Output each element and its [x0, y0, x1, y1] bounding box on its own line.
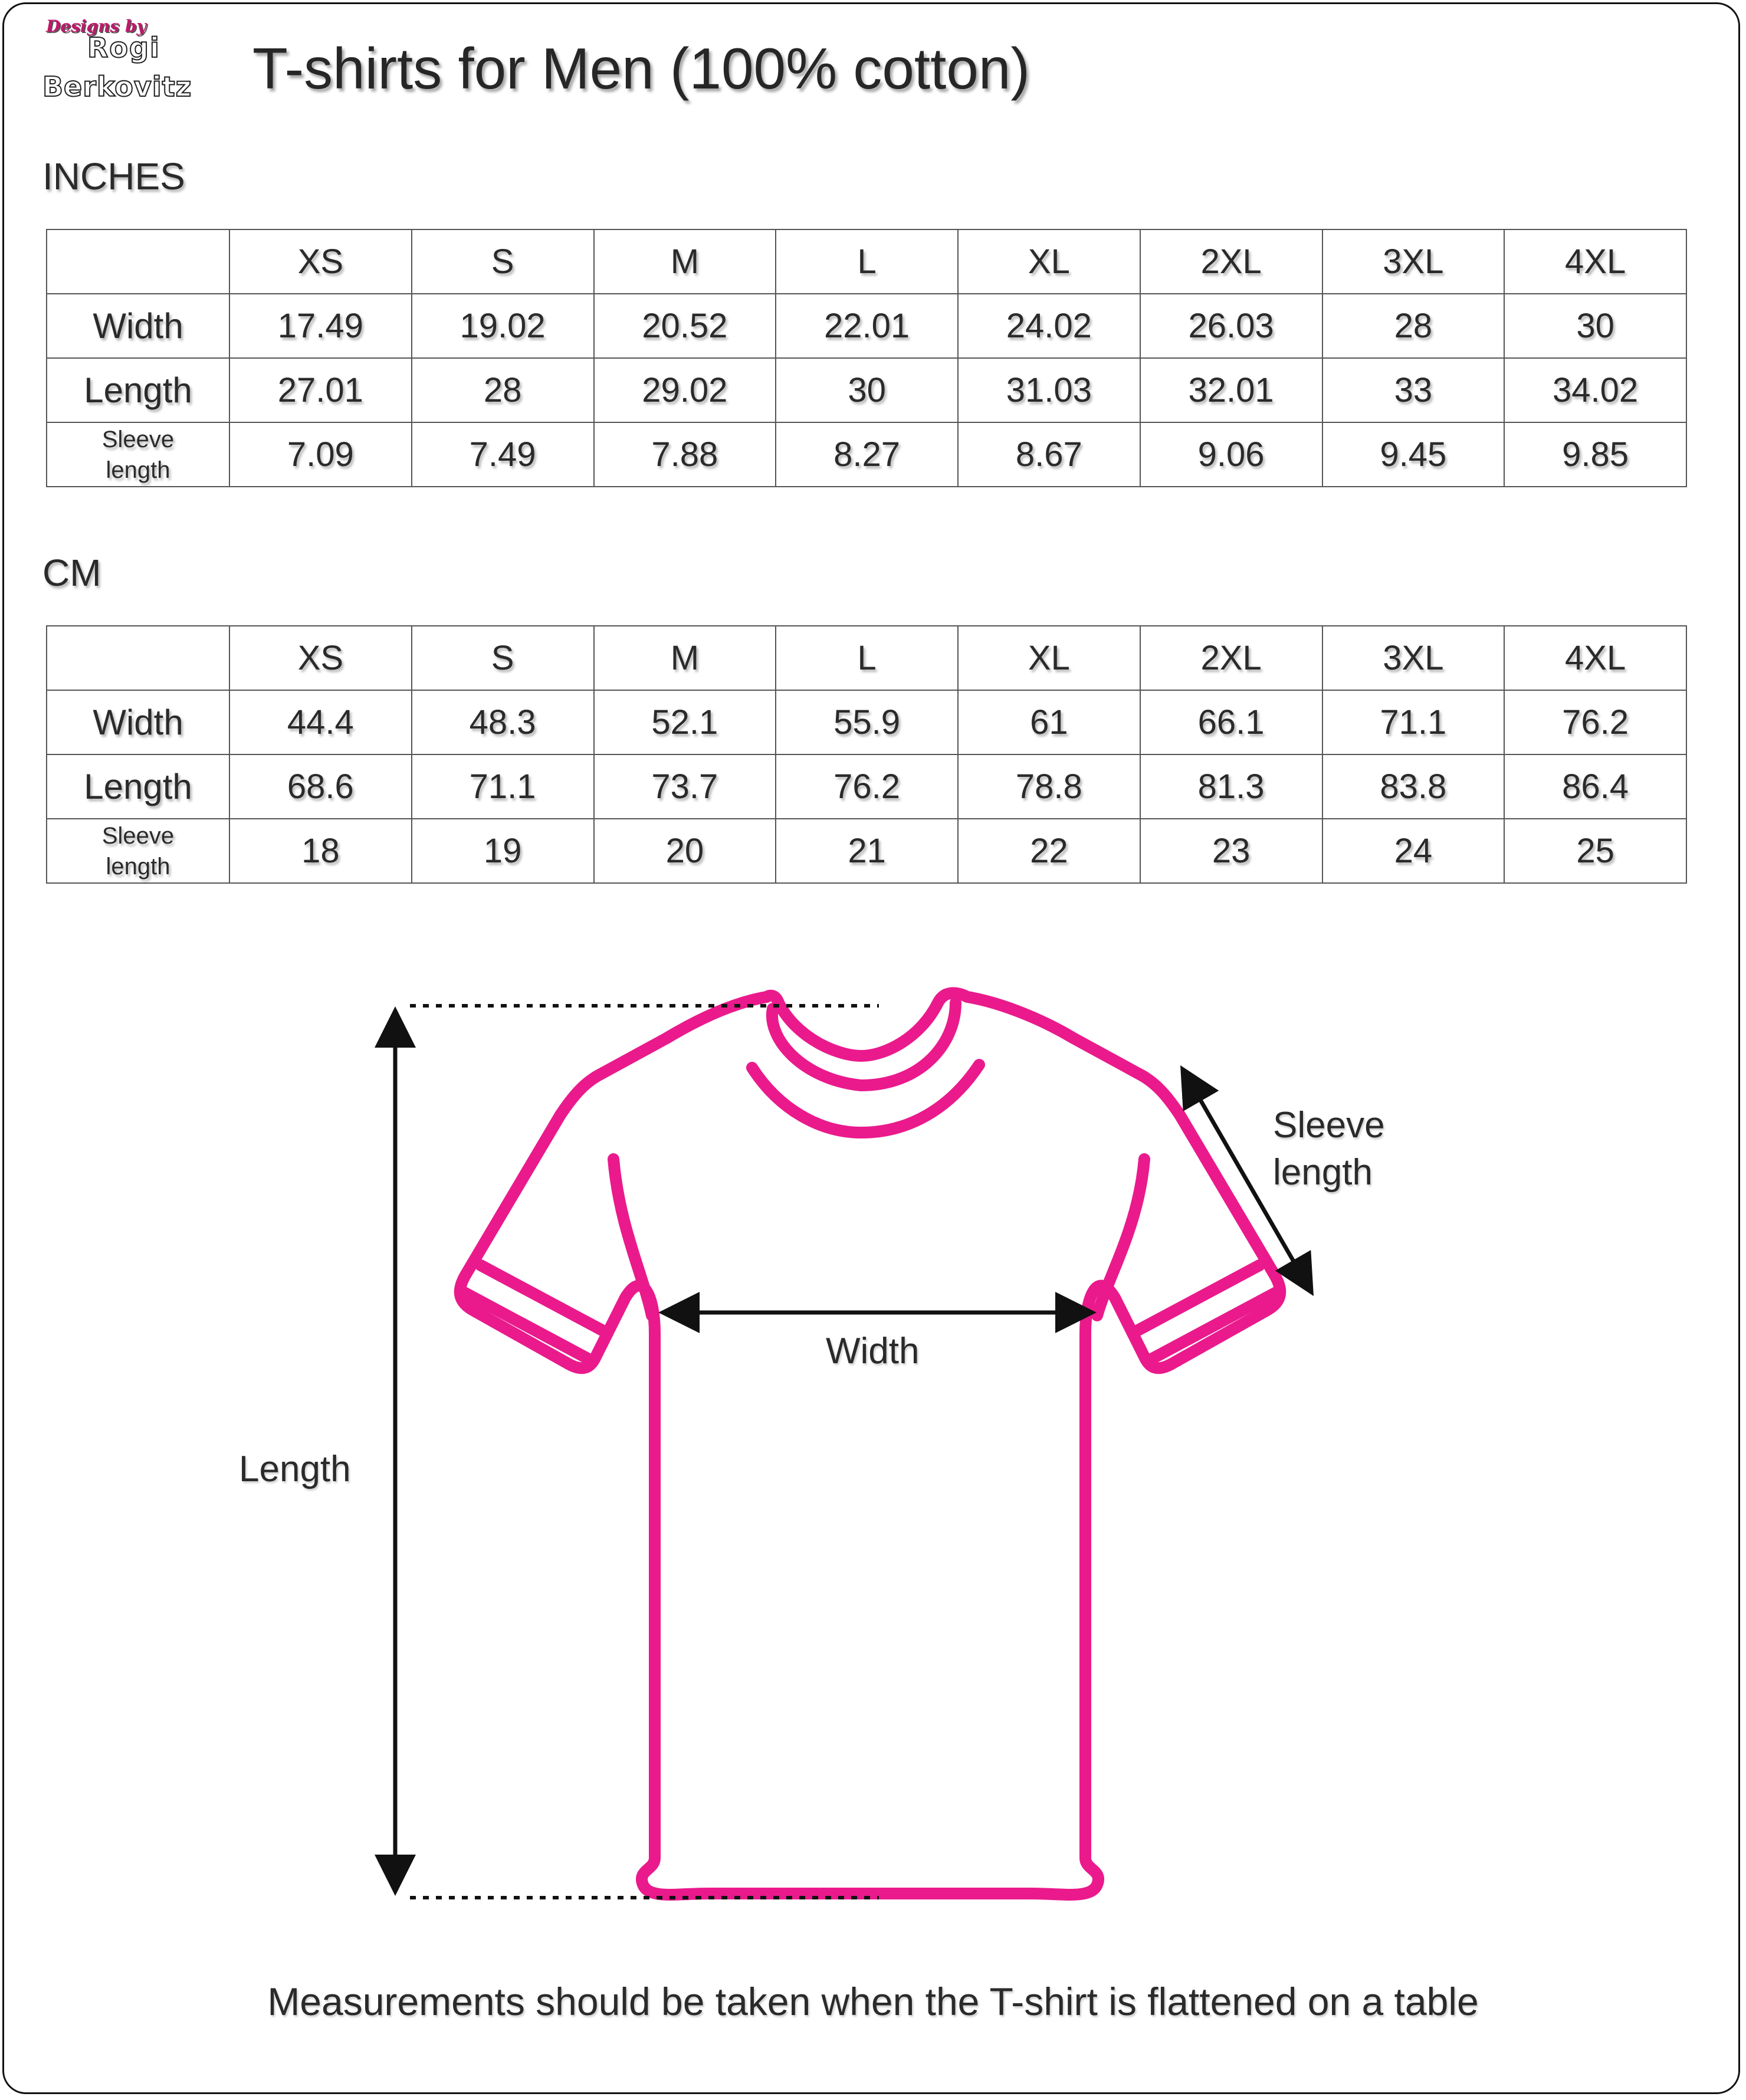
logo-line-3: Berkovitz [42, 71, 192, 103]
table-cell: 32.01 [1140, 358, 1322, 422]
inches-section-label: INCHES [42, 155, 185, 198]
table-cell: 19.02 [412, 294, 594, 358]
table-cell: 8.27 [776, 422, 958, 487]
header-cell: 4XL [1504, 626, 1686, 690]
table-cell: 9.06 [1140, 422, 1322, 487]
header-cell: L [776, 626, 958, 690]
table-cell: 20.52 [594, 294, 776, 358]
table-cell: 33 [1322, 358, 1505, 422]
sleeve-length-label [1273, 1102, 1385, 1196]
table-cell: 22 [958, 819, 1140, 883]
table-cell: 34.02 [1504, 358, 1686, 422]
header-cell: XL [958, 626, 1140, 690]
table-cell: 61 [958, 690, 1140, 754]
table-cell: 28 [1322, 294, 1505, 358]
table-cell: 17.49 [229, 294, 412, 358]
row-label-line: length [106, 853, 170, 880]
header-cell: 2XL [1140, 626, 1322, 690]
table-cell: 25 [1504, 819, 1686, 883]
row-label-line: Sleeve [101, 426, 175, 452]
header-cell: 3XL [1322, 229, 1505, 294]
sleeve-label-line: Sleeve [1273, 1105, 1385, 1146]
table-cell: 7.49 [412, 422, 594, 487]
measurement-note: Measurements should be taken when the T-shirt is flattened on a table [267, 1980, 1479, 2023]
header-cell: XS [229, 626, 412, 690]
table-cell: 24 [1322, 819, 1505, 883]
header-cell: XL [958, 229, 1140, 294]
table-cell: 66.1 [1140, 690, 1322, 754]
header-cell: 4XL [1504, 229, 1686, 294]
table-cell: 83.8 [1322, 754, 1505, 819]
row-label-length: Length [47, 358, 229, 422]
table-cell: 23 [1140, 819, 1322, 883]
table-cell: 73.7 [594, 754, 776, 819]
row-label-length: Length [47, 754, 229, 819]
table-cell: 26.03 [1140, 294, 1322, 358]
table-cell: 76.2 [1504, 690, 1686, 754]
table-cell: 22.01 [776, 294, 958, 358]
table-cell: 20 [594, 819, 776, 883]
logo-line-1: Designs by [46, 17, 146, 36]
table-cell: 68.6 [229, 754, 412, 819]
table-cell: 29.02 [594, 358, 776, 422]
sleeve-label-line: length [1273, 1152, 1373, 1193]
header-cell: M [594, 229, 776, 294]
table-cell: 7.09 [229, 422, 412, 487]
row-label-width: Width [47, 294, 229, 358]
row-label-line: length [106, 457, 170, 483]
table-cell: 21 [776, 819, 958, 883]
table-cell: 8.67 [958, 422, 1140, 487]
tshirt-collar [752, 1065, 979, 1133]
header-cell: S [412, 229, 594, 294]
table-cell: 55.9 [776, 690, 958, 754]
page-title: T-shirts for Men (100% cotton) [252, 36, 1030, 101]
table-cell: 30 [1504, 294, 1686, 358]
row-label-line: Sleeve [101, 822, 175, 849]
logo-line-2: Rogi [87, 32, 160, 64]
header-cell: XS [229, 229, 412, 294]
width-label: Width [826, 1331, 920, 1371]
table-cell: 9.45 [1322, 422, 1505, 487]
table-cell: 81.3 [1140, 754, 1322, 819]
table-cell: 76.2 [776, 754, 958, 819]
length-label: Length [239, 1449, 351, 1489]
header-cell: 3XL [1322, 626, 1505, 690]
table-cell: 18 [229, 819, 412, 883]
header-cell: S [412, 626, 594, 690]
table-cell: 44.4 [229, 690, 412, 754]
table-cell: 78.8 [958, 754, 1140, 819]
row-label-width: Width [47, 690, 229, 754]
cm-section-label: CM [42, 552, 101, 594]
table-cell: 7.88 [594, 422, 776, 487]
table-cell: 24.02 [958, 294, 1140, 358]
table-cell: 28 [412, 358, 594, 422]
table-cell: 30 [776, 358, 958, 422]
table-cell: 19 [412, 819, 594, 883]
table-cell: 86.4 [1504, 754, 1686, 819]
table-cell: 48.3 [412, 690, 594, 754]
header-cell: L [776, 229, 958, 294]
table-cell: 27.01 [229, 358, 412, 422]
table-cell: 52.1 [594, 690, 776, 754]
right-armpit-seam [1097, 1159, 1144, 1315]
table-cell: 71.1 [1322, 690, 1505, 754]
table-cell: 31.03 [958, 358, 1140, 422]
table-cell: 9.85 [1504, 422, 1686, 487]
table-cell: 71.1 [412, 754, 594, 819]
tshirt-outline [460, 993, 1280, 1895]
header-cell: 2XL [1140, 229, 1322, 294]
header-cell: M [594, 626, 776, 690]
